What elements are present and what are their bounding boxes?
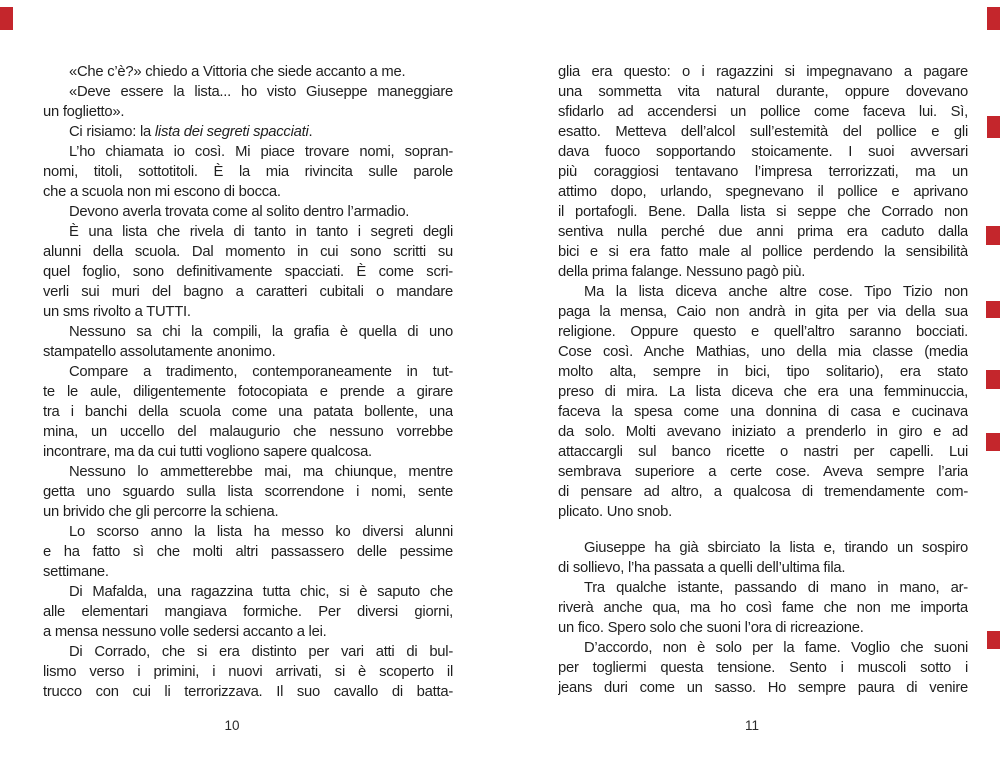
red-edge-mark: [987, 116, 1000, 138]
red-edge-mark: [987, 631, 1000, 649]
text-line: riverà anche qua, ma ho così fame che non me importa: [558, 600, 968, 616]
text-line: paga la mensa, Caio non andrà in gita per via della sua: [558, 304, 968, 320]
text-line: te le aule, diligentemente fotocopiata e prende a girare: [43, 384, 453, 400]
text-line: bici e si era fatto male al pollice perdendo la sensibilità: [558, 244, 968, 260]
text-segment: Ci risiamo: la: [69, 124, 155, 140]
text-line: jeans duri come un sasso. Ho sempre paura di venire: [558, 680, 968, 696]
red-edge-mark: [987, 7, 1000, 30]
text-line: attimo dopo, urlando, spegnevano il pollice e aprivano: [558, 184, 968, 200]
text-line: [43, 122, 453, 142]
text-line: getta uno sguardo sulla lista scorrendone i nomi, sente: [43, 484, 453, 500]
text-line: Giuseppe ha già sbirciato la lista e, tirando un sospiro: [584, 540, 968, 556]
text-line: D’accordo, non è solo per la fame. Voglio che suoni: [584, 640, 968, 656]
text-line: un fico. Spero solo che suoni l’ora di ricreazione.: [558, 620, 864, 636]
text-line: della prima falange. Nessuno pagò più.: [558, 264, 806, 280]
text-line: «Deve essere la lista... ho visto Giuseppe maneggiare: [69, 84, 453, 100]
text-line: sfidarlo ad accendersi un pollice come faceva lui. Sì,: [558, 104, 968, 120]
text-line: Tra qualche istante, passando di mano in mano, ar-: [584, 580, 968, 596]
text-line: dava fuoco sopportando stoicamente. I suoi avversari: [558, 144, 968, 160]
text-line: tra i banchi della scuola come una patata bollente, una: [43, 404, 453, 420]
text-line: alunni della scuola. Dal momento in cui sono scritti su: [43, 244, 453, 260]
text-line: Di Mafalda, una ragazzina tutta chic, si è saputo che: [69, 584, 453, 600]
text-line: di pensare ad altro, a qualcosa di tremendamente com-: [558, 484, 968, 500]
page-number-right: 11: [744, 718, 759, 733]
text-line: a mensa nessuno volle sedersi accanto a lei.: [43, 624, 327, 640]
text-line: da solo. Molti avevano iniziato a prenderlo in giro e ad: [558, 424, 968, 440]
text-line: e ha fatto sì che molti altri passassero delle pessime: [43, 544, 453, 560]
text-line: Lo scorso anno la lista ha messo ko diversi alunni: [69, 524, 453, 540]
text-line: molto alta, sempre in bici, tipo solitario), era stato: [558, 364, 968, 380]
text-line: Ma la lista diceva anche altre cose. Tipo Tizio non: [584, 284, 968, 300]
text-line: glia era questo: o i ragazzini si impegnavano a pagare: [558, 64, 968, 80]
text-line: Nessuno sa chi la compili, la grafia è quella di uno: [69, 324, 453, 340]
red-edge-mark: [986, 370, 1000, 389]
text-line: che a scuola non mi escono di bocca.: [43, 184, 281, 200]
text-line: trucco con cui li terrorizzava. Il suo cavallo di batta-: [43, 684, 453, 700]
italic-text: lista dei segreti spacciati: [154, 124, 309, 140]
text-line: Nessuno lo ammetterebbe mai, ma chiunque, mentre: [69, 464, 453, 480]
text-line: un brivido che gli percorre la schiena.: [43, 504, 279, 520]
text-line: un foglietto».: [43, 104, 125, 120]
red-edge-mark: [986, 226, 1000, 245]
text-line: Cose così. Anche Mathias, uno della mia classe (media: [558, 344, 968, 360]
text-line: Compare a tradimento, contemporaneamente in tut-: [69, 364, 453, 380]
text-segment: .: [308, 124, 313, 140]
paragraph-gap: [558, 522, 968, 538]
text-line: di sollievo, l’ha passata a quelli dell’ultima fila.: [558, 560, 846, 576]
text-line: stampatello assolutamente anonimo.: [43, 344, 276, 360]
text-line: faceva la spesa come una donnina di casa e cucinava: [558, 404, 968, 420]
text-line: verli sui muri del bagno a caratteri cubitali o mandare: [43, 284, 453, 300]
text-line: sentiva nulla perché due anni prima era caduto dalla: [558, 224, 968, 240]
text-line: attaccargli sul banco ricette o nastri per capelli. Lui: [558, 444, 968, 460]
text-line: lismo verso i primini, i nuovi arrivati, si è scoperto il: [43, 664, 453, 680]
red-edge-mark: [986, 433, 1000, 451]
text-line: preso di mira. La lista diceva che era una femminuccia,: [558, 384, 968, 400]
text-line: nomi, titoli, sottotitoli. È la mia rivincita sulle parole: [43, 164, 453, 180]
text-line: È una lista che rivela di tanto in tanto i segreti degli: [69, 224, 453, 240]
right-page-text: [558, 62, 968, 698]
text-line: settimane.: [43, 564, 109, 580]
left-page-text: [43, 62, 453, 702]
text-line: Di Corrado, che si era distinto per vari atti di bul-: [69, 644, 453, 660]
red-edge-mark: [0, 7, 13, 30]
text-line: un sms rivolto a TUTTI.: [43, 304, 191, 320]
text-line: quel foglio, sono definitivamente spacciati. È come scri-: [43, 264, 453, 280]
text-line: il portafogli. Bene. Dalla lista si seppe che Corrado non: [558, 204, 968, 220]
text-line: una sommetta vita natural durante, oppure dovevano: [558, 84, 968, 100]
red-edge-mark: [986, 301, 1000, 318]
text-line: religione. Oppure questo e quell’altro saranno bocciati.: [558, 324, 968, 340]
text-line: esatto. Metteva dell’alcol sull’estemità del pollice e gli: [558, 124, 968, 140]
text-line: L’ho chiamata io così. Mi piace trovare nomi, sopran-: [69, 144, 453, 160]
text-line: mina, un uccello del malaugurio che nessuno vorrebbe: [43, 424, 453, 440]
page-number-left: 10: [224, 718, 240, 733]
text-line: «Che c’è?» chiedo a Vittoria che siede accanto a me.: [69, 64, 406, 80]
text-line: plicato. Uno snob.: [558, 504, 672, 520]
text-line: per togliermi questa tensione. Sento i muscoli sotto i: [558, 660, 968, 676]
text-line: Devono averla trovata come al solito dentro l’armadio.: [69, 204, 410, 220]
text-line: incontrare, ma da cui tutti vogliono sapere qualcosa.: [43, 444, 372, 460]
text-line: sembrava superiore a certe cose. Aveva sempre l’aria: [558, 464, 968, 480]
text-line: più coraggiosi tentavano l’impresa terrorizzati, ma un: [558, 164, 968, 180]
text-line: alle elementari mangiava formiche. Per diversi giorni,: [43, 604, 453, 620]
